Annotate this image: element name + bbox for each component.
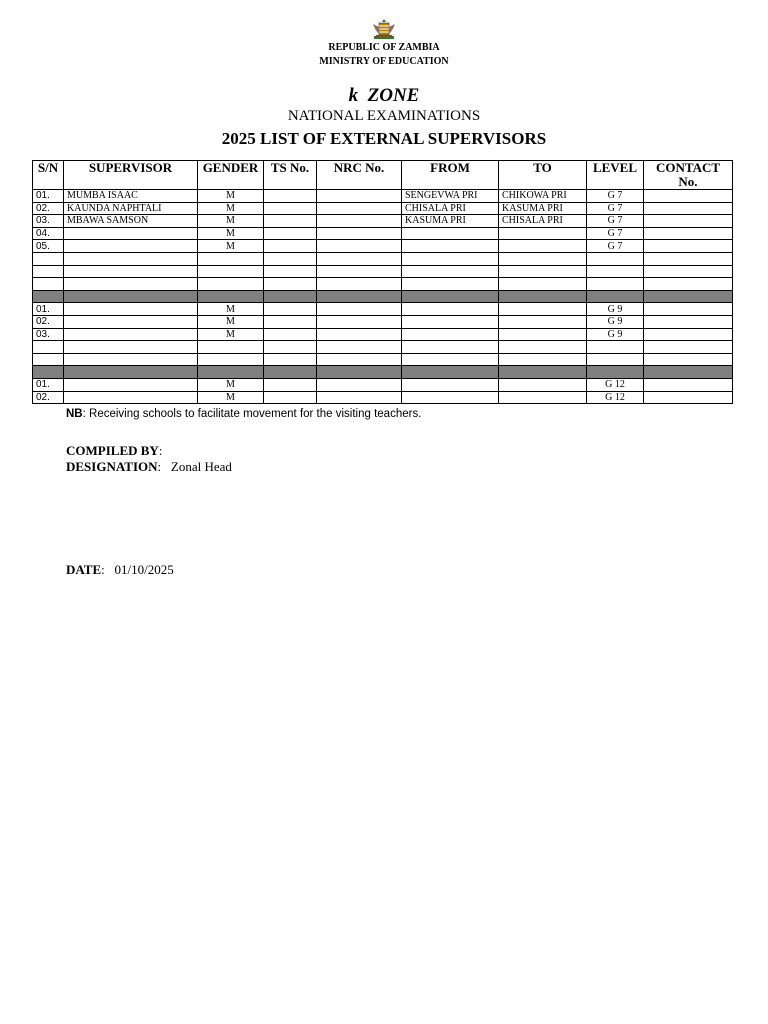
cell-to	[499, 227, 587, 240]
table-row	[33, 252, 733, 265]
cell-gender	[198, 366, 264, 379]
cell-from	[402, 378, 499, 391]
cell-contact	[644, 391, 733, 404]
section-divider-row	[33, 366, 733, 379]
cell-contact	[644, 202, 733, 215]
cell-level	[587, 278, 644, 291]
supervisors-table	[32, 160, 733, 404]
cell-contact	[644, 341, 733, 354]
cell-sn	[33, 353, 64, 366]
cell-contact	[644, 240, 733, 253]
cell-supervisor	[64, 278, 198, 291]
cell-ts	[264, 190, 317, 203]
cell-ts	[264, 252, 317, 265]
cell-level: G 7	[587, 227, 644, 240]
cell-contact	[644, 190, 733, 203]
cell-ts	[264, 303, 317, 316]
table-row	[33, 278, 733, 291]
cell-ts	[264, 265, 317, 278]
cell-level: G 7	[587, 190, 644, 203]
cell-from	[402, 353, 499, 366]
cell-gender	[198, 265, 264, 278]
cell-supervisor: KAUNDA NAPHTALI	[64, 202, 198, 215]
cell-sn: 02.	[33, 315, 64, 328]
cell-ts	[264, 202, 317, 215]
table-row	[33, 240, 733, 253]
nb-text: : Receiving schools to facilitate movement for the visiting teachers.	[82, 408, 422, 420]
cell-gender: M	[198, 215, 264, 228]
exam-heading: NATIONAL EXAMINATIONS	[287, 108, 481, 124]
cell-nrc	[317, 252, 402, 265]
cell-contact	[644, 315, 733, 328]
cell-ts	[264, 315, 317, 328]
table-row	[33, 265, 733, 278]
cell-gender: M	[198, 315, 264, 328]
cell-nrc	[317, 315, 402, 328]
cell-gender	[198, 252, 264, 265]
cell-level: G 7	[587, 240, 644, 253]
cell-level	[587, 353, 644, 366]
cell-contact	[644, 290, 733, 303]
col-header-sn: S/N	[33, 161, 64, 190]
designation-label: DESIGNATION	[66, 459, 158, 474]
cell-level: G 12	[587, 391, 644, 404]
table-row	[33, 328, 733, 341]
cell-nrc	[317, 303, 402, 316]
cell-level: G 12	[587, 378, 644, 391]
cell-from	[402, 290, 499, 303]
cell-contact	[644, 328, 733, 341]
cell-nrc	[317, 378, 402, 391]
cell-ts	[264, 366, 317, 379]
cell-from	[402, 328, 499, 341]
date-value: : 01/10/2025	[101, 562, 174, 577]
cell-from	[402, 366, 499, 379]
cell-supervisor	[64, 391, 198, 404]
compiled-by-line	[66, 443, 162, 459]
cell-gender: M	[198, 328, 264, 341]
cell-sn: 04.	[33, 227, 64, 240]
ministry-heading: MINISTRY OF EDUCATION	[319, 56, 449, 67]
col-header-nrc: NRC No.	[317, 161, 402, 190]
cell-ts	[264, 328, 317, 341]
cell-contact	[644, 353, 733, 366]
cell-from: CHISALA PRI	[402, 202, 499, 215]
cell-contact	[644, 252, 733, 265]
cell-supervisor	[64, 265, 198, 278]
cell-gender: M	[198, 202, 264, 215]
cell-nrc	[317, 391, 402, 404]
col-header-supervisor: SUPERVISOR	[64, 161, 198, 190]
table-row	[33, 190, 733, 203]
compiled-by-label: COMPILED BY	[66, 443, 159, 458]
cell-nrc	[317, 290, 402, 303]
cell-nrc	[317, 190, 402, 203]
nb-note	[66, 408, 421, 420]
cell-from: SENGEVWA PRI	[402, 190, 499, 203]
cell-to: KASUMA PRI	[499, 202, 587, 215]
cell-sn: 01.	[33, 303, 64, 316]
cell-from: KASUMA PRI	[402, 215, 499, 228]
cell-sn: 05.	[33, 240, 64, 253]
cell-sn	[33, 252, 64, 265]
cell-from	[402, 315, 499, 328]
cell-to	[499, 391, 587, 404]
cell-from	[402, 391, 499, 404]
col-header-gender: GENDER	[198, 161, 264, 190]
cell-sn	[33, 290, 64, 303]
cell-from	[402, 265, 499, 278]
cell-nrc	[317, 278, 402, 291]
cell-level	[587, 265, 644, 278]
cell-supervisor	[64, 353, 198, 366]
cell-gender: M	[198, 391, 264, 404]
cell-ts	[264, 341, 317, 354]
cell-supervisor	[64, 366, 198, 379]
cell-level: G 7	[587, 215, 644, 228]
cell-supervisor	[64, 315, 198, 328]
col-header-to: TO	[499, 161, 587, 190]
cell-sn	[33, 366, 64, 379]
table-row	[33, 215, 733, 228]
cell-level	[587, 341, 644, 354]
cell-ts	[264, 278, 317, 291]
cell-contact	[644, 366, 733, 379]
cell-level	[587, 366, 644, 379]
date-line	[66, 562, 174, 578]
cell-supervisor	[64, 290, 198, 303]
cell-nrc	[317, 265, 402, 278]
nb-label: NB	[66, 408, 83, 420]
cell-gender	[198, 290, 264, 303]
col-header-contact: CONTACT No.	[644, 161, 733, 190]
cell-contact	[644, 215, 733, 228]
cell-nrc	[317, 227, 402, 240]
cell-gender	[198, 341, 264, 354]
cell-to	[499, 240, 587, 253]
cell-gender: M	[198, 190, 264, 203]
cell-gender	[198, 353, 264, 366]
cell-sn	[33, 278, 64, 291]
cell-supervisor: MBAWA SAMSON	[64, 215, 198, 228]
cell-ts	[264, 290, 317, 303]
cell-from	[402, 341, 499, 354]
cell-to	[499, 378, 587, 391]
cell-to: CHISALA PRI	[499, 215, 587, 228]
table-row	[33, 202, 733, 215]
table-row	[33, 303, 733, 316]
cell-supervisor: MUMBA ISAAC	[64, 190, 198, 203]
cell-sn: 03.	[33, 215, 64, 228]
cell-supervisor	[64, 227, 198, 240]
cell-level: G 9	[587, 315, 644, 328]
cell-to	[499, 252, 587, 265]
compiled-by-sep: :	[158, 443, 163, 458]
cell-supervisor	[64, 303, 198, 316]
cell-level	[587, 252, 644, 265]
table-row	[33, 341, 733, 354]
cell-contact	[644, 265, 733, 278]
cell-to	[499, 341, 587, 354]
cell-ts	[264, 378, 317, 391]
col-header-level: LEVEL	[587, 161, 644, 190]
cell-supervisor	[64, 252, 198, 265]
cell-ts	[264, 227, 317, 240]
date-label: DATE	[66, 562, 102, 577]
republic-heading: REPUBLIC OF ZAMBIA	[328, 42, 440, 53]
cell-from	[402, 240, 499, 253]
cell-from	[402, 278, 499, 291]
cell-gender: M	[198, 378, 264, 391]
cell-contact	[644, 378, 733, 391]
cell-contact	[644, 227, 733, 240]
cell-ts	[264, 391, 317, 404]
cell-nrc	[317, 202, 402, 215]
cell-nrc	[317, 341, 402, 354]
cell-sn: 01.	[33, 190, 64, 203]
cell-to	[499, 265, 587, 278]
cell-nrc	[317, 328, 402, 341]
cell-to	[499, 353, 587, 366]
cell-sn: 02.	[33, 202, 64, 215]
cell-nrc	[317, 240, 402, 253]
cell-to	[499, 315, 587, 328]
cell-gender: M	[198, 227, 264, 240]
cell-gender: M	[198, 240, 264, 253]
cell-ts	[264, 215, 317, 228]
cell-supervisor	[64, 328, 198, 341]
cell-contact	[644, 278, 733, 291]
cell-sn: 02.	[33, 391, 64, 404]
table-header-row	[33, 161, 733, 190]
cell-to	[499, 328, 587, 341]
cell-from	[402, 303, 499, 316]
cell-supervisor	[64, 240, 198, 253]
table-row	[33, 378, 733, 391]
cell-from	[402, 252, 499, 265]
document-title: 2025 LIST OF EXTERNAL SUPERVISORS	[221, 129, 547, 148]
cell-gender: M	[198, 303, 264, 316]
cell-ts	[264, 353, 317, 366]
table-row	[33, 391, 733, 404]
coat-of-arms-icon	[370, 18, 398, 40]
cell-to: CHIKOWA PRI	[499, 190, 587, 203]
cell-nrc	[317, 366, 402, 379]
cell-to	[499, 278, 587, 291]
col-header-ts: TS No.	[264, 161, 317, 190]
cell-level: G 9	[587, 303, 644, 316]
cell-supervisor	[64, 378, 198, 391]
designation-line	[66, 459, 232, 475]
cell-sn	[33, 341, 64, 354]
zone-heading: k ZONE	[348, 85, 420, 106]
cell-supervisor	[64, 341, 198, 354]
col-header-from: FROM	[402, 161, 499, 190]
cell-sn	[33, 265, 64, 278]
table-row	[33, 315, 733, 328]
cell-gender	[198, 278, 264, 291]
table-row	[33, 227, 733, 240]
designation-value: : Zonal Head	[157, 459, 232, 474]
cell-level: G 9	[587, 328, 644, 341]
cell-to	[499, 303, 587, 316]
cell-ts	[264, 240, 317, 253]
cell-to	[499, 366, 587, 379]
section-divider-row	[33, 290, 733, 303]
cell-level	[587, 290, 644, 303]
cell-level: G 7	[587, 202, 644, 215]
table-row	[33, 353, 733, 366]
cell-nrc	[317, 353, 402, 366]
cell-sn: 01.	[33, 378, 64, 391]
cell-sn: 03.	[33, 328, 64, 341]
cell-nrc	[317, 215, 402, 228]
cell-to	[499, 290, 587, 303]
cell-contact	[644, 303, 733, 316]
cell-from	[402, 227, 499, 240]
